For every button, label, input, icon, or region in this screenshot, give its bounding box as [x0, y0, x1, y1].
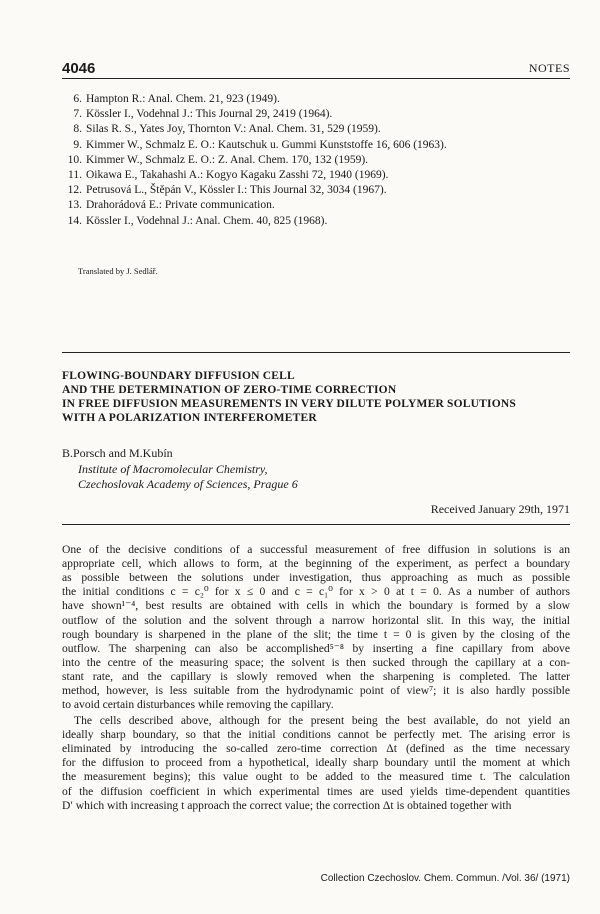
- body-text-line: of the diffusion coefficient in which experimental times are used yields time-dependent quantities: [62, 784, 570, 798]
- reference-item: [62, 93, 562, 105]
- reference-text: Kimmer W., Schmalz E. O.: Z. Anal. Chem. 170, 132 (1959).: [86, 153, 369, 166]
- received-rule: [62, 524, 570, 525]
- reference-number: 7.: [73, 108, 82, 121]
- body-text-line: for the diffusion to proceed from a hypothetical, ideally sharp boundary until the moment at which: [62, 756, 570, 770]
- reference-item: [62, 184, 562, 196]
- authors: B.Porsch and M.Kubín: [62, 446, 173, 460]
- body-text-line: rough boundary is sharpened in the plane of the slit; the time t = 0 is given by the closing of the: [62, 627, 570, 641]
- page-number: 4046: [62, 60, 96, 77]
- reference-item: [62, 169, 562, 181]
- reference-item: [62, 215, 562, 227]
- reference-text: Oikawa E., Takahashi A.: Kogyo Kagaku Zasshi 72, 1940 (1969).: [86, 169, 389, 181]
- reference-item: [62, 199, 562, 211]
- body-text-line: to avoid certain disturbances while removing the capillary.: [62, 698, 334, 712]
- running-head: NOTES: [528, 61, 570, 75]
- body-text-line: The cells described above, although for the present being the best available, do not yield an: [74, 714, 570, 727]
- body-text-line: ideally sharp boundary, so that the initial conditions cannot be perfectly met. The arising error is: [62, 728, 570, 742]
- section-rule: [62, 352, 570, 353]
- body-text-line: as possible between the solutions under investigation, thus approaching as much as possible: [62, 571, 570, 585]
- body-text-line: outflow of the solution and the solvent through a narrow horizontal slit. In this way, the initial: [62, 613, 570, 627]
- reference-text: Silas R. S., Yates Joy, Thornton V.: Anal. Chem. 31, 529 (1959).: [86, 123, 381, 136]
- body-text-line: method, however, is less suitable from the hydrodynamic point of view⁷; it is also hardly possible: [62, 684, 570, 697]
- body-text-line: the measurement begins); this value ought to be added to the measured time t. The calculation: [62, 770, 570, 784]
- title-line: AND THE DETERMINATION OF ZERO-TIME CORRECTION: [62, 384, 397, 396]
- reference-text: Kössler I., Vodehnal J.: This Journal 29, 2419 (1964).: [86, 108, 333, 121]
- body-text-line: D′ which with increasing t approach the correct value; the correction Δt is obtained together with: [62, 798, 512, 812]
- journal-footer: Collection Czechoslov. Chem. Commun. /Vol. 36/ (1971): [320, 873, 570, 884]
- reference-number: 11.: [68, 169, 82, 181]
- reference-number: 9.: [73, 138, 82, 151]
- header-rule: [62, 78, 570, 79]
- body-text-line: into the centre of the measuring space; the solvent is then sucked through the capillary at a con-: [62, 655, 570, 669]
- reference-item: [62, 108, 562, 120]
- translator-credit: Translated by J. Sedlář.: [78, 266, 158, 276]
- body-text-line: have shown¹⁻⁴, best results are obtained with cells in which the boundary is formed by a slow: [62, 599, 570, 613]
- title-line: WITH A POLARIZATION INTERFEROMETER: [62, 412, 317, 424]
- reference-text: Drahorádová E.: Private communication.: [86, 199, 275, 212]
- reference-item: [62, 154, 562, 166]
- body-text-line: outflow. The sharpening can also be accomplished⁵⁻⁸ by inserting a fine capillary from above: [62, 641, 570, 655]
- reference-item: [62, 123, 562, 135]
- title-line: FLOWING-BOUNDARY DIFFUSION CELL: [62, 370, 295, 382]
- body-text-line: the initial conditions c = c₂⁰ for x ≤ 0 and c = c₁⁰ for x > 0 at t = 0. As a number of authors: [62, 585, 570, 599]
- reference-number: 13.: [67, 199, 82, 212]
- reference-text: Kimmer W., Schmalz E. O.: Kautschuk u. Gummi Kunststoffe 16, 606 (1963).: [86, 138, 447, 151]
- received-date: Received January 29th, 1971: [430, 502, 570, 516]
- body-text-line: appropriate cell, which allows to form, at the beginning of the experiment, as perfect a boundary: [62, 557, 570, 571]
- affiliation-line: Czechoslovak Academy of Sciences, Prague 6: [78, 477, 298, 491]
- reference-text: Kössler I., Vodehnal J.: Anal. Chem. 40, 825 (1968).: [86, 214, 328, 227]
- reference-text: Petrusová L., Štěpán V., Kössler I.: This Journal 32, 3034 (1967).: [86, 184, 387, 197]
- reference-text: Hampton R.: Anal. Chem. 21, 923 (1949).: [86, 93, 280, 105]
- title-line: IN FREE DIFFUSION MEASUREMENTS IN VERY DILUTE POLYMER SOLUTIONS: [62, 398, 516, 410]
- reference-number: 12.: [67, 184, 82, 197]
- body-text-line: stant rate, and the capillary is slowly removed when the sharpening is completed. The latter: [62, 669, 570, 683]
- reference-number: 8.: [73, 123, 82, 136]
- affiliation-line: Institute of Macromolecular Chemistry,: [78, 462, 268, 476]
- body-text-line: One of the decisive conditions of a successful measurement of free diffusion in solutions is an: [62, 543, 570, 556]
- reference-number: 14.: [67, 214, 82, 227]
- reference-number: 10.: [67, 153, 82, 166]
- body-text-line: eliminated by introducing the so-called zero-time correction Δt (defined as the time necessary: [62, 742, 570, 756]
- reference-item: [62, 139, 562, 151]
- reference-number: 6.: [73, 93, 82, 105]
